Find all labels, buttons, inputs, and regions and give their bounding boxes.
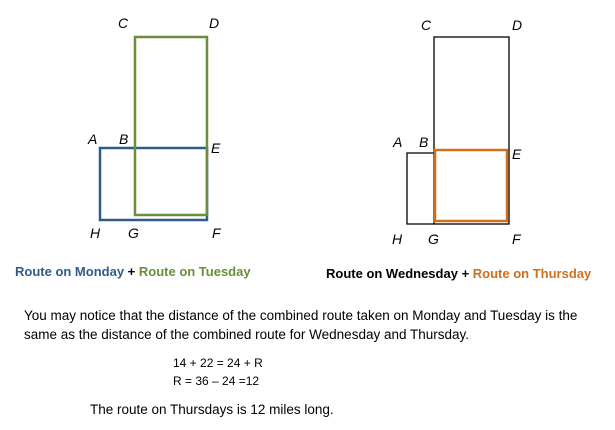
explanation-text: You may notice that the distance of the combined route taken on Monday and Tuesday is the same as the distance of the combined route for Wednesday and Thursday. xyxy=(24,308,578,342)
point-f-label: F xyxy=(212,225,221,241)
monday-caption: Route on Monday xyxy=(15,264,125,279)
thursday-route xyxy=(435,150,507,221)
point-d-label: D xyxy=(209,15,220,31)
point-d-label: D xyxy=(512,17,523,33)
tuesday-route xyxy=(135,37,207,215)
left-caption xyxy=(15,264,251,279)
wednesday-route xyxy=(434,37,509,224)
plus-sign: + xyxy=(457,266,473,281)
point-g-label: G xyxy=(128,225,139,241)
wednesday-caption: Route on Wednesday xyxy=(326,266,458,281)
wednesday-route-left xyxy=(407,153,434,224)
point-c-label: C xyxy=(421,17,432,33)
right-diagram xyxy=(392,17,522,247)
plus-sign: + xyxy=(124,264,139,279)
thursday-caption: Route on Thursday xyxy=(472,266,592,281)
conclusion-text: The route on Thursdays is 12 miles long. xyxy=(90,402,334,417)
monday-route xyxy=(100,148,207,220)
right-caption xyxy=(326,266,591,281)
point-g-label: G xyxy=(428,231,439,247)
point-f-label: F xyxy=(512,231,521,247)
point-c-label: C xyxy=(118,15,129,31)
equation-line-2: R = 36 – 24 =12 xyxy=(173,374,260,388)
point-a-label: A xyxy=(393,134,403,150)
tuesday-caption: Route on Tuesday xyxy=(138,264,251,279)
point-b-label: B xyxy=(119,131,129,147)
left-diagram xyxy=(87,15,222,241)
point-b-label: B xyxy=(419,134,429,150)
point-e-label: E xyxy=(211,140,221,156)
point-a-label: A xyxy=(88,131,98,147)
point-e-label: E xyxy=(512,146,522,162)
point-h-label: H xyxy=(392,231,403,247)
equation-line-1: 14 + 22 = 24 + R xyxy=(173,356,263,370)
point-h-label: H xyxy=(90,225,101,241)
